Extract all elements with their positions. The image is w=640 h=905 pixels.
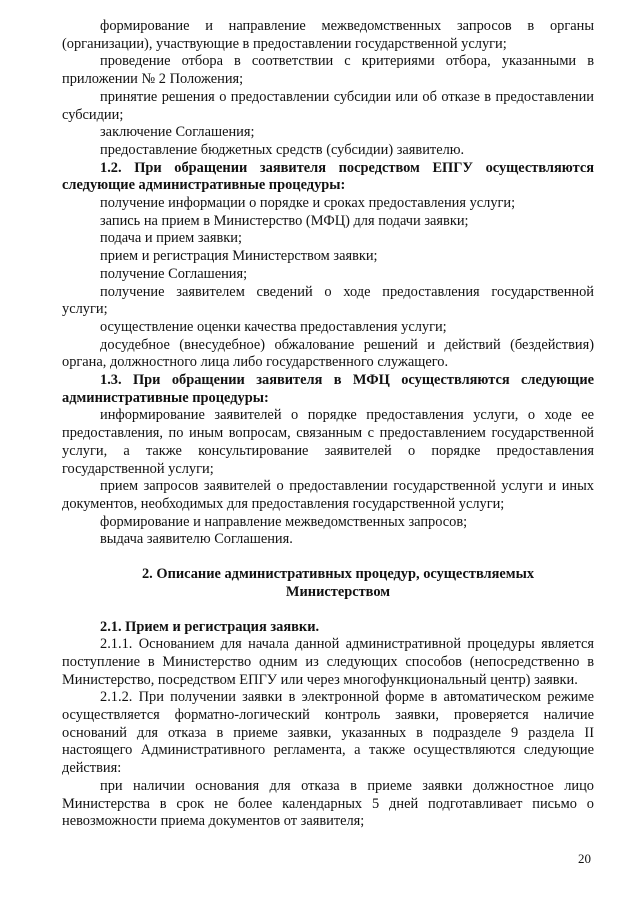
- paragraph: получение заявителем сведений о ходе предоставления государственной услуги;: [62, 283, 594, 318]
- paragraph: формирование и направление межведомственных запросов в органы (организации), участвующие в предоставлении государственной услуги;: [62, 18, 594, 52]
- paragraph: подача и прием заявки;: [100, 230, 243, 247]
- paragraph: получение информации о порядке и сроках предоставления услуги;: [100, 195, 516, 212]
- paragraph: 2.1.1. Основанием для начала данной административной процедуры является поступление в Министерство одним из следующих способов (непосредственно в Министерство, посредством ЕПГУ или через многофункциональный центр) заявки.: [62, 636, 594, 688]
- paragraph: прием и регистрация Министерством заявки;: [100, 248, 378, 265]
- paragraph: принятие решения о предоставлении субсидии или об отказе в предоставлении субсидии;: [62, 88, 594, 123]
- paragraph: досудебное (внесудебное) обжалование решений и действий (бездействия) органа, должностного лица либо государственного служащего.: [62, 336, 594, 371]
- paragraph: заключение Соглашения;: [100, 124, 255, 141]
- paragraph: осуществление оценки качества предоставления услуги;: [100, 318, 447, 335]
- paragraph: предоставление бюджетных средств (субсидии) заявителю.: [100, 141, 465, 158]
- paragraph: 2.1.2. При получении заявки в электронной форме в автоматическом режиме осуществляется форматно-логический контроль заявки, проверяется наличие оснований для отказа в приеме заявки, указанных в подразделе 9 раздела II настоящего Административного регламента, а также осуществляются следующие действия:: [62, 689, 594, 777]
- section-2-title: [62, 566, 594, 601]
- paragraph: получение Соглашения;: [100, 265, 248, 282]
- document-page: [62, 18, 594, 831]
- paragraph: формирование и направление межведомственных запросов;: [100, 513, 468, 530]
- section-2-title-line1: 2. Описание административных процедур, осуществляемых: [141, 566, 535, 583]
- page-number: 20: [578, 851, 591, 866]
- paragraph: прием запросов заявителей о предоставлении государственной услуги и иных документов, необходимых для предоставления государственной услуги;: [62, 478, 594, 512]
- paragraph: при наличии основания для отказа в приеме заявки должностное лицо Министерства в срок не более календарных 5 дней подготавливает письмо о невозможности приема документов от заявителя;: [62, 777, 594, 830]
- subsection-heading-1-2: 1.2. При обращении заявителя посредством ЕПГУ осуществляются следующие административные процедуры:: [62, 159, 594, 194]
- spacer: [62, 549, 594, 566]
- paragraph: проведение отбора в соответствии с критериями отбора, указанными в приложении № 2 Положения;: [62, 53, 594, 88]
- paragraph: информирование заявителей о порядке предоставления услуги, о ходе ее предоставления, по иным вопросам, связанным с предоставлением государственной услуги, а также консультирование заявителей о порядке предоставления государственной услуги;: [62, 407, 594, 477]
- section-2-title-line2: Министерством: [285, 583, 391, 600]
- paragraph: выдача заявителю Соглашения.: [100, 531, 293, 548]
- subsection-heading-2-1: 2.1. Прием и регистрация заявки.: [100, 618, 320, 635]
- subsection-heading-1-3: 1.3. При обращении заявителя в МФЦ осуществляются следующие административные процедуры:: [62, 372, 594, 406]
- spacer: [62, 602, 594, 619]
- paragraph: запись на прием в Министерство (МФЦ) для подачи заявки;: [100, 212, 469, 229]
